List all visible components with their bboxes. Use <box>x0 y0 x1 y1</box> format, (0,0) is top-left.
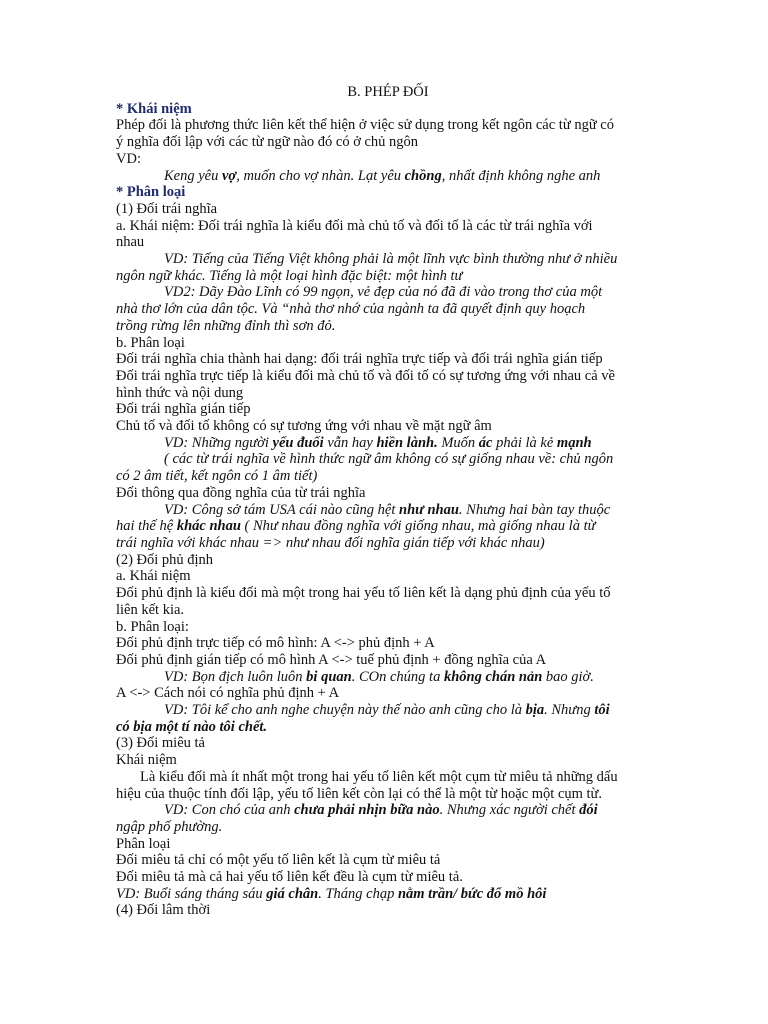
example-line: VD2: Dãy Đào Lĩnh có 99 ngọn, vẻ đẹp của nó đã đi vào trong thơ của một <box>164 284 603 301</box>
example-label: VD: <box>116 150 141 167</box>
section-heading: (4) Đối lâm thời <box>116 902 211 919</box>
subheading: b. Phân loại: <box>116 618 189 635</box>
subheading: a. Khái niệm <box>116 568 191 585</box>
example-line: VD: Tôi kể cho anh nghe chuyện này thế nào anh cũng cho là bịa. Nhưng tôi <box>164 702 610 719</box>
text-line: Đối phủ định là kiểu đối mà một trong hai yếu tố liên kết là dạng phủ định của yếu tố <box>116 585 611 602</box>
example-line: VD: Công sở tám USA cái nào cũng hệt như nhau. Nhưng hai bàn tay thuộc <box>164 501 611 518</box>
text-line: Đối phủ định trực tiếp có mô hình: A <-> phủ định + A <box>116 635 435 652</box>
heading-khai-niem: * Khái niệm <box>116 100 192 117</box>
example-line: trái nghĩa với khác nhau => như nhau đối nghĩa gián tiếp với khác nhau) <box>116 534 545 551</box>
example-line: VD: Con chó của anh chưa phải nhịn bữa nào. Nhưng xác người chết đói <box>164 802 598 819</box>
subheading: Phân loại <box>116 835 171 852</box>
example-line: có bịa một tí nào tôi chết. <box>116 718 268 735</box>
definition-line: ý nghĩa đối lập với các từ ngữ nào đó có ở chủ ngôn <box>116 134 419 151</box>
text-line: Đối trái nghĩa trực tiếp là kiểu đối mà chủ tố và đối tố có sự tương ứng với nhau cả về <box>116 367 615 384</box>
example-line: VD: Buổi sáng tháng sáu giá chân. Tháng chạp nằm trần/ bức đổ mồ hôi <box>116 885 547 902</box>
example-line: ngập phố phường. <box>116 818 223 835</box>
text-line: Đối miêu tả mà cả hai yếu tố liên kết đều là cụm từ miêu tả. <box>116 869 463 886</box>
text-line: Đối trái nghĩa gián tiếp <box>116 401 251 418</box>
example-line: VD: Những người yếu đuối vẫn hay hiền lành. Muốn ác phải là kẻ mạnh <box>164 434 592 451</box>
document-page <box>116 84 660 919</box>
subheading: b. Phân loại <box>116 334 185 351</box>
section-heading: (3) Đối miêu tả <box>116 735 205 752</box>
example-line: trồng rừng lên những đỉnh thì sơn đỏ. <box>116 317 336 334</box>
section-heading: (2) Đối phủ định <box>116 551 214 568</box>
heading-phan-loai: * Phân loại <box>116 184 186 201</box>
text-line: hiệu của thuộc tính đối lập, yếu tố liên kết còn lại có thể là một từ hoặc một cụm từ. <box>116 785 603 802</box>
example-line: ngôn ngữ khác. Tiếng là một loại hình đặc biệt: một hình tư <box>116 267 463 284</box>
document-title: B. PHÉP ĐỐI <box>347 84 429 100</box>
text-line: nhau <box>116 234 145 251</box>
example-line: hai thế hệ khác nhau ( Như nhau đồng nghĩa với giống nhau, mà giống nhau là từ <box>116 518 596 535</box>
text-line: A <-> Cách nói có nghĩa phủ định + A <box>116 685 340 702</box>
text-line: Đối trái nghĩa chia thành hai dạng: đối trái nghĩa trực tiếp và đối trái nghĩa gián tiếp <box>116 351 603 368</box>
example-line: nhà thơ lớn của dân tộc. Và “nhà thơ nhớ của ngành ta đã quyết định quy hoạch <box>116 301 586 318</box>
text-line: Đối miêu tả chỉ có một yếu tố liên kết là cụm từ miêu tả <box>116 852 441 869</box>
definition-line: Phép đối là phương thức liên kết thể hiện ở việc sử dụng trong kết ngôn các từ ngữ có <box>116 117 614 134</box>
text-line: Đối thông qua đồng nghĩa của từ trái nghĩa <box>116 484 366 501</box>
text-line: Đối phủ định gián tiếp có mô hình A <-> tuế phủ định + đồng nghĩa của A <box>116 651 547 668</box>
example-line: VD: Tiếng của Tiếng Việt không phải là một lĩnh vực bình thường như ở nhiều <box>164 251 618 268</box>
text-line: Là kiểu đối mà ít nhất một trong hai yếu tố liên kết một cụm từ miêu tả những dấu <box>140 768 618 785</box>
note-line: ( các từ trái nghĩa về hình thức ngữ âm không có sự giống nhau về: chủ ngôn <box>164 451 614 468</box>
text-line: Chủ tố và đối tố không có sự tương ứng với nhau về mặt ngữ âm <box>116 418 492 435</box>
text-line: liên kết kia. <box>116 601 185 618</box>
example-line: Keng yêu vợ, muốn cho vợ nhàn. Lạt yêu chồng, nhất định không nghe anh <box>164 167 601 184</box>
section-heading: (1) Đối trái nghĩa <box>116 200 218 217</box>
text-line: hình thức và nội dung <box>116 384 244 401</box>
example-line: VD: Bọn địch luôn luôn bi quan. COn chúng ta không chán nản bao giờ. <box>164 668 594 685</box>
subheading: Khái niệm <box>116 752 177 769</box>
note-line: có 2 âm tiết, kết ngôn có 1 âm tiết) <box>116 468 318 485</box>
text-line: a. Khái niệm: Đối trái nghĩa là kiểu đối mà chủ tố và đối tố là các từ trái nghĩa với <box>116 217 593 234</box>
